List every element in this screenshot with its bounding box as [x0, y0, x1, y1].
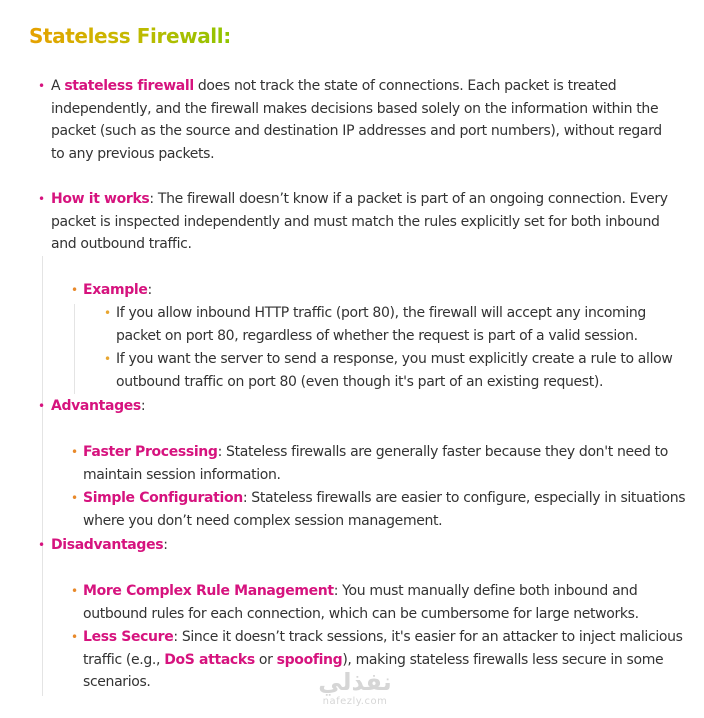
watermark-url: nafezly.com: [322, 696, 388, 707]
bullet-icon: •: [71, 491, 78, 505]
advantage-item: [71, 487, 686, 532]
bullet-icon: •: [38, 79, 45, 93]
text-line: If you want the server to send a response, you must explicitly create a rule to allow: [116, 351, 673, 367]
bullet-icon: •: [104, 306, 111, 320]
term-disadvantages: Disadvantages: [51, 537, 164, 553]
bullet-icon: •: [38, 192, 45, 206]
bullet-icon: •: [71, 584, 78, 598]
text: : Stateless firewalls are generally faster because they don't need to: [217, 444, 668, 460]
list-item-definition: [38, 75, 662, 165]
term-dos-attacks: DoS attacks: [164, 651, 255, 668]
indent-guide-line: [42, 256, 43, 696]
text: or: [254, 651, 277, 668]
bullet-icon: •: [71, 445, 78, 459]
term-example: Example: [83, 282, 148, 298]
text-line: packet (such as the source and destination IP addresses and port numbers), without regard: [51, 123, 662, 139]
term-how-it-works: How it works: [51, 191, 150, 207]
text: : Stateless firewalls are easier to configure, especially in situations: [242, 490, 686, 506]
bullet-icon: •: [38, 399, 45, 413]
term-complex-rule-management: More Complex Rule Management: [83, 583, 334, 599]
text: A: [51, 78, 65, 94]
sub-list-item: [104, 302, 646, 347]
bullet-icon: •: [38, 538, 45, 552]
text: : You must manually define both inbound and: [333, 583, 638, 599]
text-line: outbound traffic on port 80 (even though it's part of an existing request).: [116, 373, 604, 390]
sub-list-item: [104, 348, 673, 393]
advantage-item: [71, 441, 668, 486]
text: does not track the state of connections. Each packet is treated: [193, 78, 617, 94]
text-line: to any previous packets.: [51, 145, 215, 162]
watermark-logo: [300, 668, 410, 716]
text: :: [147, 282, 152, 298]
indent-guide-line: [74, 304, 75, 394]
text: :: [163, 537, 168, 553]
term-less-secure: Less Secure: [83, 629, 174, 645]
text-line: outbound rules for each connection, which can be cumbersome for large networks.: [83, 605, 639, 622]
disadvantage-item: [71, 580, 639, 625]
watermark-arabic: نفذلي: [318, 668, 392, 696]
list-item-disadvantages: [38, 534, 168, 557]
bullet-icon: •: [71, 630, 78, 644]
text: : Since it doesn’t track sessions, it's easier for an attacker to inject malicious: [173, 629, 683, 645]
bullet-icon: •: [104, 352, 111, 366]
bullet-icon: •: [71, 283, 78, 297]
text-line: maintain session information.: [83, 466, 281, 483]
text: ), making stateless firewalls less secure in some: [342, 651, 664, 668]
text: traffic (e.g.,: [83, 651, 165, 668]
text-line: where you don’t need complex session management.: [83, 512, 443, 529]
section-heading: Stateless Firewall:: [29, 24, 231, 48]
text-line: and outbound traffic.: [51, 236, 192, 252]
text-line: independently, and the firewall makes decisions based solely on the information within the: [51, 100, 659, 117]
text-line: scenarios.: [83, 674, 151, 690]
list-item-example: [71, 279, 152, 302]
term-advantages: Advantages: [51, 398, 141, 414]
list-item-advantages: [38, 395, 146, 418]
text-line: If you allow inbound HTTP traffic (port 80), the firewall will accept any incoming: [116, 305, 646, 321]
term-spoofing: spoofing: [276, 651, 343, 668]
text-line: packet is inspected independently and must match the rules explicitly set for both inbound: [51, 213, 660, 230]
text-line: packet on port 80, regardless of whether the request is part of a valid session.: [116, 327, 638, 344]
term-faster-processing: Faster Processing: [83, 444, 218, 460]
term-stateless-firewall: stateless firewall: [64, 78, 194, 94]
text: :: [140, 398, 146, 414]
list-item-how-it-works: [38, 188, 668, 256]
term-simple-configuration: Simple Configuration: [83, 490, 243, 506]
text: : The firewall doesn’t know if a packet is part of an ongoing connection. Every: [149, 191, 668, 207]
